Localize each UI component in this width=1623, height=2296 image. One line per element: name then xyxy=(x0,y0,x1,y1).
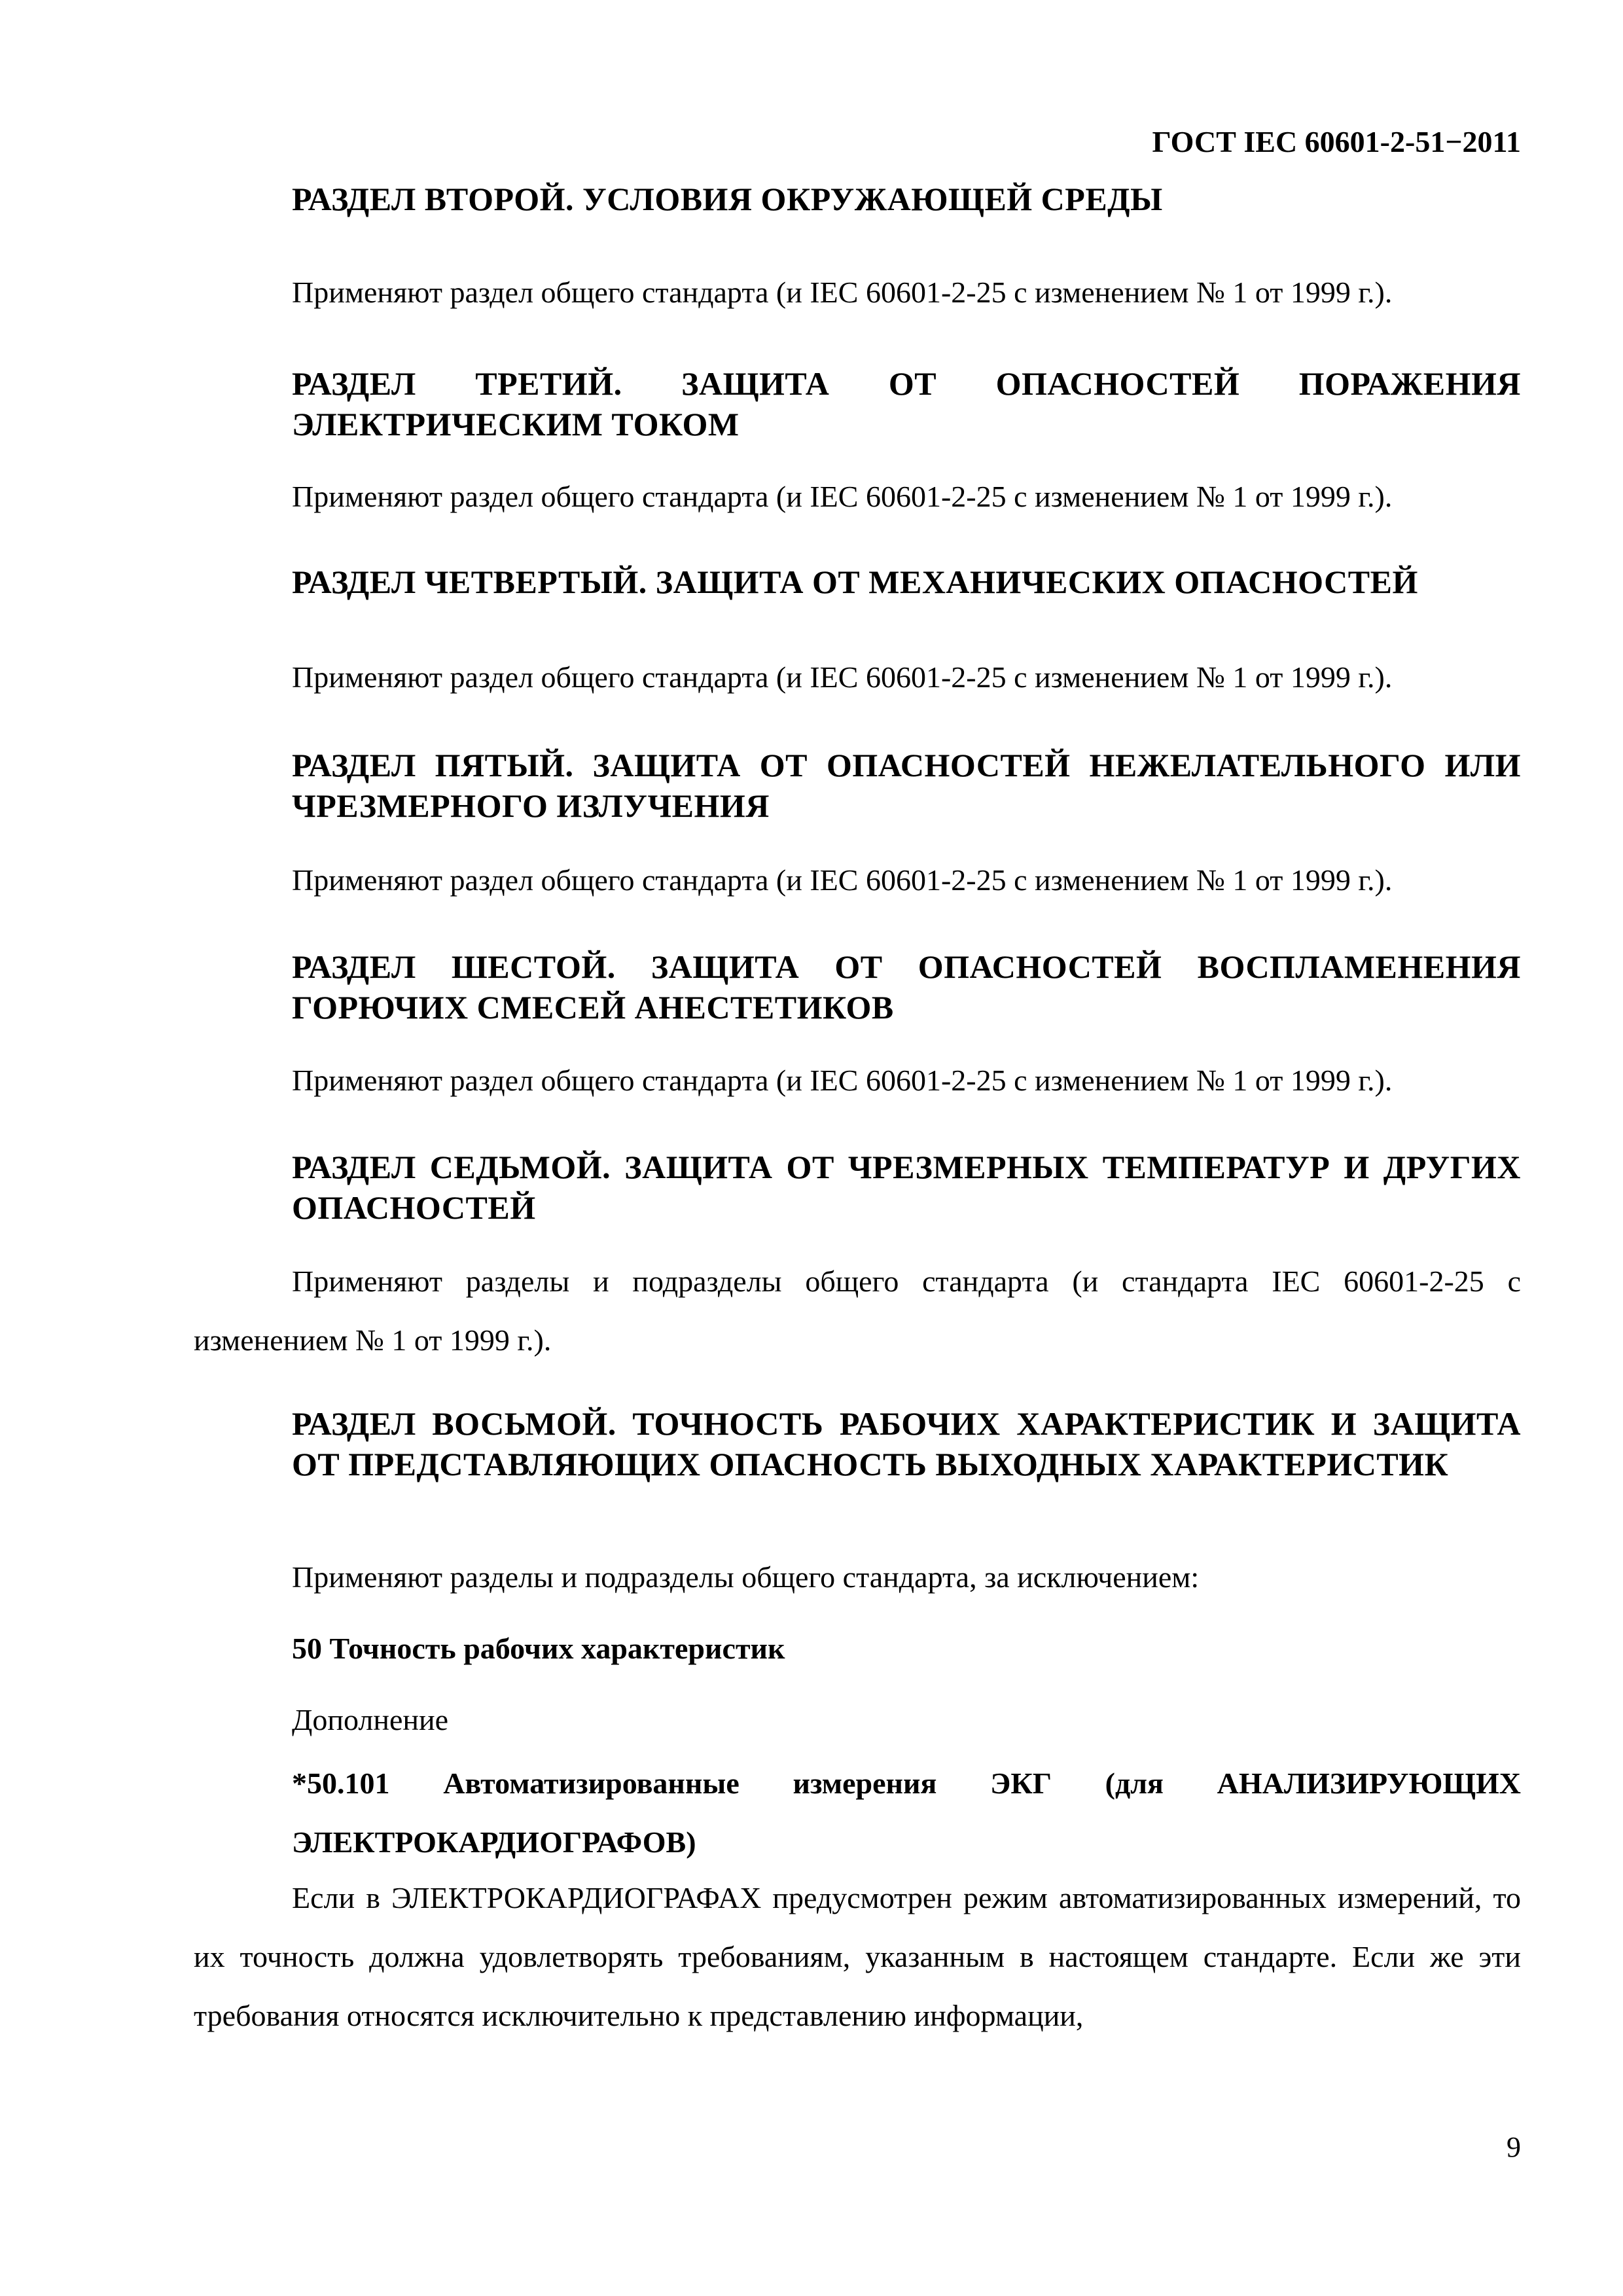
document-code-header: ГОСТ IEC 60601-2-51−2011 xyxy=(1152,125,1521,158)
section-5-heading: РАЗДЕЛ ПЯТЫЙ. ЗАЩИТА ОТ ОПАСНОСТЕЙ НЕЖЕЛАТЕЛЬНОГО ИЛИ ЧРЕЗМЕРНОГО ИЗЛУЧЕНИЯ xyxy=(292,747,1521,824)
section-8-text: Применяют разделы и подразделы общего стандарта, за исключением: xyxy=(292,1560,1200,1594)
section-4-heading: РАЗДЕЛ ЧЕТВЕРТЫЙ. ЗАЩИТА ОТ МЕХАНИЧЕСКИХ ОПАСНОСТЕЙ xyxy=(292,564,1418,600)
page-number: 9 xyxy=(1507,2131,1521,2163)
section-2-heading: РАЗДЕЛ ВТОРОЙ. УСЛОВИЯ ОКРУЖАЮЩЕЙ СРЕДЫ xyxy=(292,181,1163,217)
section-5-text: Применяют раздел общего стандарта (и IEC 60601-2-25 с изменением № 1 от 1999 г.). xyxy=(292,863,1393,897)
section-2-text: Применяют раздел общего стандарта (и IEC 60601-2-25 с изменением № 1 от 1999 г.). xyxy=(292,276,1393,309)
section-3-text: Применяют раздел общего стандарта (и IEC 60601-2-25 с изменением № 1 от 1999 г.). xyxy=(292,480,1393,513)
clause-50-title: 50 Точность рабочих характеристик xyxy=(292,1632,785,1665)
section-8-heading: РАЗДЕЛ ВОСЬМОЙ. ТОЧНОСТЬ РАБОЧИХ ХАРАКТЕРИСТИК И ЗАЩИТА ОТ ПРЕДСТАВЛЯЮЩИХ ОПАСНОСТЬ ВЫХОДНЫХ ХАРАКТЕРИСТИК xyxy=(292,1405,1521,1482)
section-7-heading: РАЗДЕЛ СЕДЬМОЙ. ЗАЩИТА ОТ ЧРЕЗМЕРНЫХ ТЕМПЕРАТУР И ДРУГИХ ОПАСНОСТЕЙ xyxy=(292,1149,1521,1226)
subclause-50-101-title: *50.101 Автоматизированные измерения ЭКГ (для АНАЛИЗИРУЮЩИХ ЭЛЕКТРОКАРДИОГРАФОВ) xyxy=(292,1767,1521,1859)
section-3-heading: РАЗДЕЛ ТРЕТИЙ. ЗАЩИТА ОТ ОПАСНОСТЕЙ ПОРАЖЕНИЯ ЭЛЕКТРИЧЕСКИМ ТОКОМ xyxy=(292,365,1521,442)
section-6-text: Применяют раздел общего стандарта (и IEC 60601-2-25 с изменением № 1 от 1999 г.). xyxy=(292,1064,1393,1097)
subclause-50-101-body: Если в ЭЛЕКТРОКАРДИОГРАФАХ предусмотрен режим автоматизированных измерений, то их точность должна удовлетворять требованиям, указанным в настоящем стандарте. Если же эти требования относятся исключительно к представлению информации, xyxy=(194,1881,1521,2032)
section-6-heading: РАЗДЕЛ ШЕСТОЙ. ЗАЩИТА ОТ ОПАСНОСТЕЙ ВОСПЛАМЕНЕНИЯ ГОРЮЧИХ СМЕСЕЙ АНЕСТЕТИКОВ xyxy=(292,948,1521,1026)
section-4-text: Применяют раздел общего стандарта (и IEC 60601-2-25 с изменением № 1 от 1999 г.). xyxy=(292,660,1393,694)
clause-50-addition-label: Дополнение xyxy=(292,1703,449,1736)
section-7-text: Применяют разделы и подразделы общего стандарта (и стандарта IEC 60601-2-25 с изменением № 1 от 1999 г.). xyxy=(194,1265,1521,1357)
